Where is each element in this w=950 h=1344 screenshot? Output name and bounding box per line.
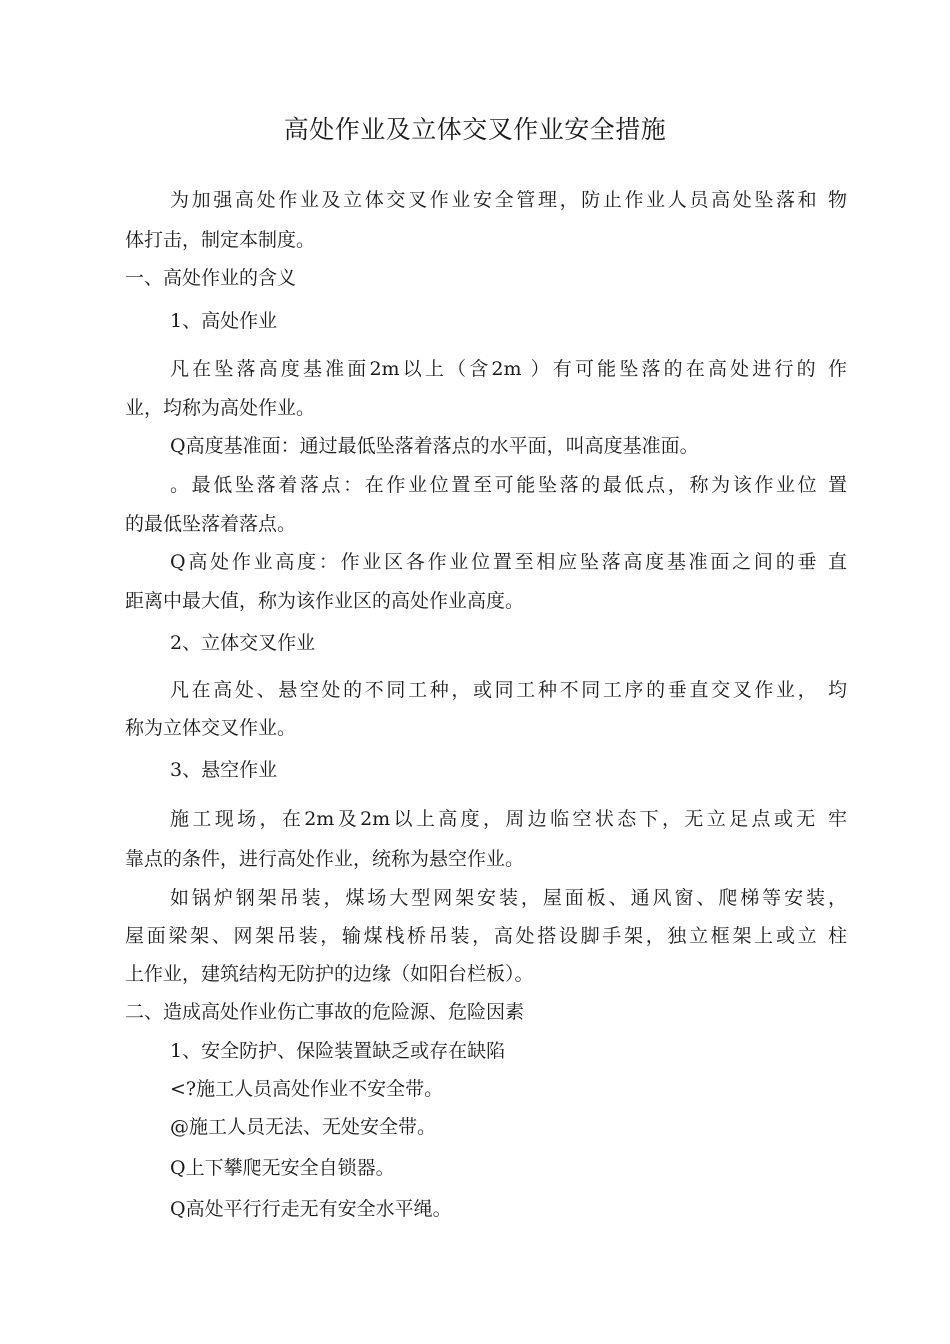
subsection-heading: 2、立体交叉作业 xyxy=(170,632,316,654)
paragraph-line: 屋面梁架、网架吊装，输煤栈桥吊装，高处搭设脚手架，独立框架上或立 柱 xyxy=(125,925,847,947)
paragraph-line: 施工现场，在2m及2m以上高度，周边临空状态下，无立足点或无 牢 xyxy=(170,808,847,830)
paragraph-line: 上作业，建筑结构无防护的边缘（如阳台栏板）。 xyxy=(125,963,534,985)
document-title: 高处作业及立体交叉作业安全措施 xyxy=(283,115,667,144)
list-item: Q上下攀爬无安全自锁器。 xyxy=(170,1157,395,1179)
definition-line: Q高度基准面：通过最低坠落着落点的水平面，叫高度基准面。 xyxy=(170,435,699,457)
paragraph-line: 靠点的条件，进行高处作业，统称为悬空作业。 xyxy=(125,848,525,870)
definition-line: 。最低坠落着落点：在作业位置至可能坠落的最低点，称为该作业位 置 xyxy=(170,474,847,496)
paragraph-line: 如锅炉钢架吊装，煤场大型网架安装，屋面板、通风窗、爬梯等安装， xyxy=(170,887,847,909)
paragraph-line: 业，均称为高处作业。 xyxy=(125,397,316,419)
definition-line: Q高处作业高度：作业区各作业位置至相应坠落高度基准面之间的垂 直 xyxy=(170,551,847,573)
paragraph-line: 体打击，制定本制度。 xyxy=(125,229,316,251)
section-heading: 一、高处作业的含义 xyxy=(125,267,297,289)
paragraph-line: 凡在高处、悬空处的不同工种，或同工种不同工序的垂直交叉作业， 均 xyxy=(170,679,847,701)
paragraph-line: 凡在坠落高度基准面2m以上（含2m ）有可能坠落的在高处进行的 作 xyxy=(170,358,847,380)
section-heading: 二、造成高处作业伤亡事故的危险源、危险因素 xyxy=(125,1001,525,1023)
paragraph-line: 为加强高处作业及立体交叉作业安全管理，防止作业人员高处坠落和 物 xyxy=(170,189,847,211)
subsection-heading: 3、悬空作业 xyxy=(170,759,278,781)
subsection-heading: 1、安全防护、保险装置缺乏或存在缺陷 xyxy=(170,1040,506,1062)
paragraph-line: 的最低坠落着落点。 xyxy=(125,513,297,535)
subsection-heading: 1、高处作业 xyxy=(170,310,278,332)
list-item: @施工人员无法、无处安全带。 xyxy=(170,1116,437,1138)
list-item: Q高处平行行走无有安全水平绳。 xyxy=(170,1198,452,1220)
paragraph-line: 距离中最大值，称为该作业区的高处作业高度。 xyxy=(125,590,525,612)
paragraph-line: 称为立体交叉作业。 xyxy=(125,717,297,739)
list-item: <?施工人员高处作业不安全带。 xyxy=(170,1078,444,1100)
